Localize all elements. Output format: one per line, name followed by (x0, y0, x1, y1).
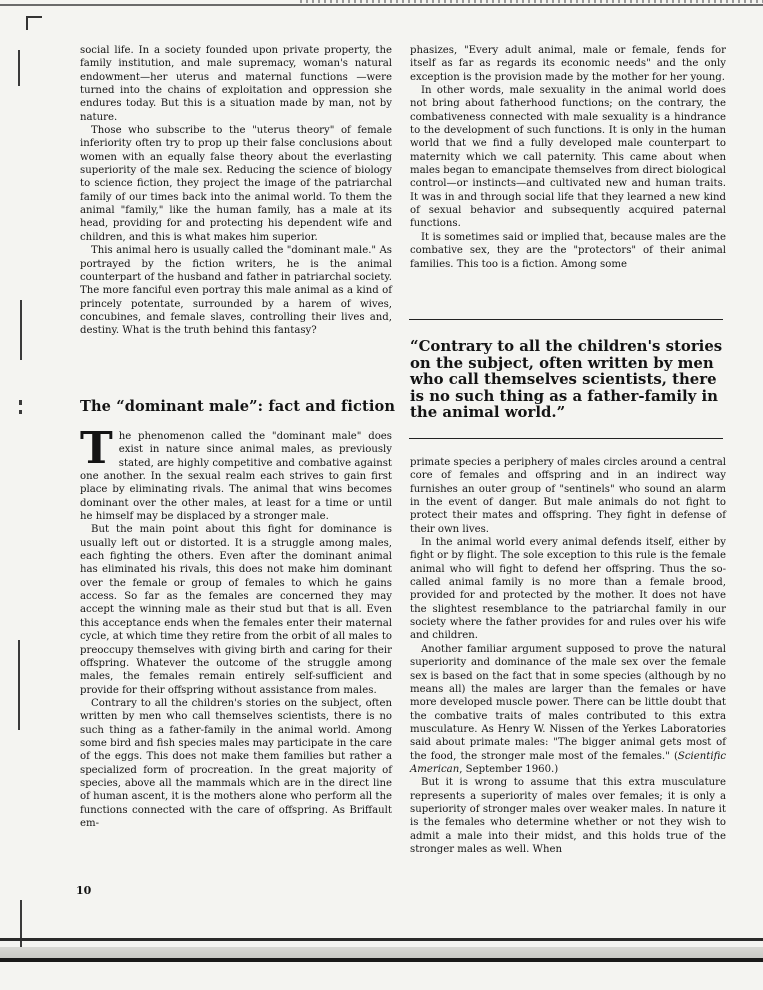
page-number: 10 (76, 884, 92, 897)
paragraph: But the main point about this fight for dominance is usually left out or distorted. It is a struggle among males, each fighting the others. Even after the dominant animal has eliminated his rivals, this does not make him dominant over the female or group of females to which he gains access. So far as the females are concerned they may accept the winning male as their stud but that is all. Even this acceptance ends when the females enter their maternal cycle, at which time they retire from the orbit of all males to preoccupy themselves with giving birth and caring for their offspring. Whatever the outcome of the struggle among males, the females remain entirely self-sufficient and provide for their offspring without assistance from males. (80, 524, 392, 696)
crop-mark (26, 16, 42, 18)
paragraph: In the animal world every animal defends itself, either by fight or by flight. The sole exception to this rule is the female animal who will fight to defend her offspring. Thus the so-called animal family is no more than a female brood, provided for and protected by the mother. It does not have the slightest resemblance to the patriarchal family in our society where the father provides for and rules over his wife and children. (410, 537, 726, 642)
paragraph (410, 643, 726, 776)
crop-mark-vertical (26, 16, 28, 30)
paragraph: It is sometimes said or implied that, because males are the combative sex, they are the "protectors" of their animal families. This too is a fiction. Among some (410, 231, 726, 270)
paragraph: Contrary to all the children's stories on the subject, often written by men who call themselves scientists, there is no such thing as a father-family in the animal world. Among some bird and fish species males may participate in the care of the eggs. This does not make them families but rather a specialized form of procreation. In the great majority of species, above all the mammals which are in the direct line of human ascent, it is the mothers alone who perform all the functions connected with the care of offspring. As Briffault em- (80, 697, 392, 829)
pull-quote-rule-bottom (409, 438, 723, 439)
citation-title: Scientific American (410, 750, 726, 775)
binding-specks (8, 30, 30, 960)
scan-bottom-edge (0, 958, 763, 962)
section-heading: The “dominant male”: fact and fiction (80, 398, 396, 415)
citation-tail: , September 1960.) (459, 763, 559, 775)
paragraph-text: Another familiar argument supposed to prove the natural superiority and dominance of the male sex over the female sex is based on the fact that in some species (although by no means all) the males are larger than the females or have more developed muscle power. There can be little doubt that the combative traits of males contributed to this extra musculature. As Henry W. Nissen of the Yerkes Laboratories said about primate males: "The bigger animal gets most of the food, the stronger male most of the females." (410, 643, 726, 762)
paragraph: But it is wrong to assume that this extra musculature represents a superiority of males over females; it is only a superiority of stronger males over weaker males. In nature it is the females who determine whether or not they wish to admit a male into their midst, and this holds true of the stronger males as well. When (410, 777, 726, 855)
paragraph: In other words, male sexuality in the animal world does not bring about fatherhood functions; on the contrary, the combativeness connected with male sexuality is a hindrance to the development of such functions. It is only in the human world that we find a fully developed male counterpart to maternity which we call paternity. This came about when males began to emancipate themselves from direct biological control—or instincts—and cultivated new and human traits. It was in and through social life that they learned a new kind of sexual behavior and subsequently acquired paternal functions. (410, 85, 726, 230)
page-top-edge (0, 4, 763, 6)
left-column-top (80, 44, 392, 338)
paragraph: This animal hero is usually called the "dominant male." As portrayed by the fiction writers, he is the animal counterpart of the husband and father in patriarchal society. The more fanciful even portray this male animal as a kind of princely potentate, surrounded by a harem of wives, concubines, and female slaves, controlling their lives and, destiny. What is the truth behind this fantasy? (80, 245, 392, 337)
paragraph: phasizes, "Every adult animal, male or female, fends for itself as far as regards its economic needs" and the only exception is the provision made by the mother for her young. (410, 45, 726, 83)
pull-quote-rule-top (409, 319, 723, 320)
page-top-dots (300, 0, 763, 3)
opening-text: he phenomenon called the "dominant male" does exist in nature since animal males, as previously stated, are highly competitive and combative against one another. In the sexual realm each strives to gain first place by eliminating rivals. The animal that wins becomes dominant over the other males, at least for a time or until he himself may be displaced by a stronger male. (80, 431, 392, 523)
pull-quote: “Contrary to all the children's stories on the subject, often written by men who call themselves scientists, there is no such thing as a father-family in the animal world.” (410, 337, 723, 422)
citation-open: ( (669, 750, 678, 762)
drop-cap: T (80, 423, 113, 474)
paragraph: primate species a periphery of males circles around a central core of females and offspring and in an indirect way furnishes an outer group of "sentinels" who sound an alarm in the event of danger. But male animals do not fight to protect their mates and offspring. They fight in defense of their own lives. (410, 457, 726, 535)
bottom-rule (0, 938, 763, 941)
paragraph: social life. In a society founded upon private property, the family institution, and male supremacy, woman's natural endowment—her uterus and maternal functions —were turned into the chains of exploitation and oppression she endures today. But this is a situation made by man, not by nature. (80, 45, 392, 123)
right-column-bottom (410, 456, 726, 856)
paragraph: Those who subscribe to the "uterus theory" of female inferiority often try to prop up their false conclusions about women with an equally false theory about the everlasting superiority of the male sex. Reducing the science of biology to science fiction, they project the image of the patriarchal family of our times back into the animal world. To them the animal "family," like the human family, has a male at its head, providing for and protecting his dependent wife and children, and this is what makes him superior. (80, 125, 392, 243)
left-column-bottom (80, 423, 392, 830)
opening-paragraph (80, 423, 392, 523)
right-column-top (410, 44, 726, 271)
